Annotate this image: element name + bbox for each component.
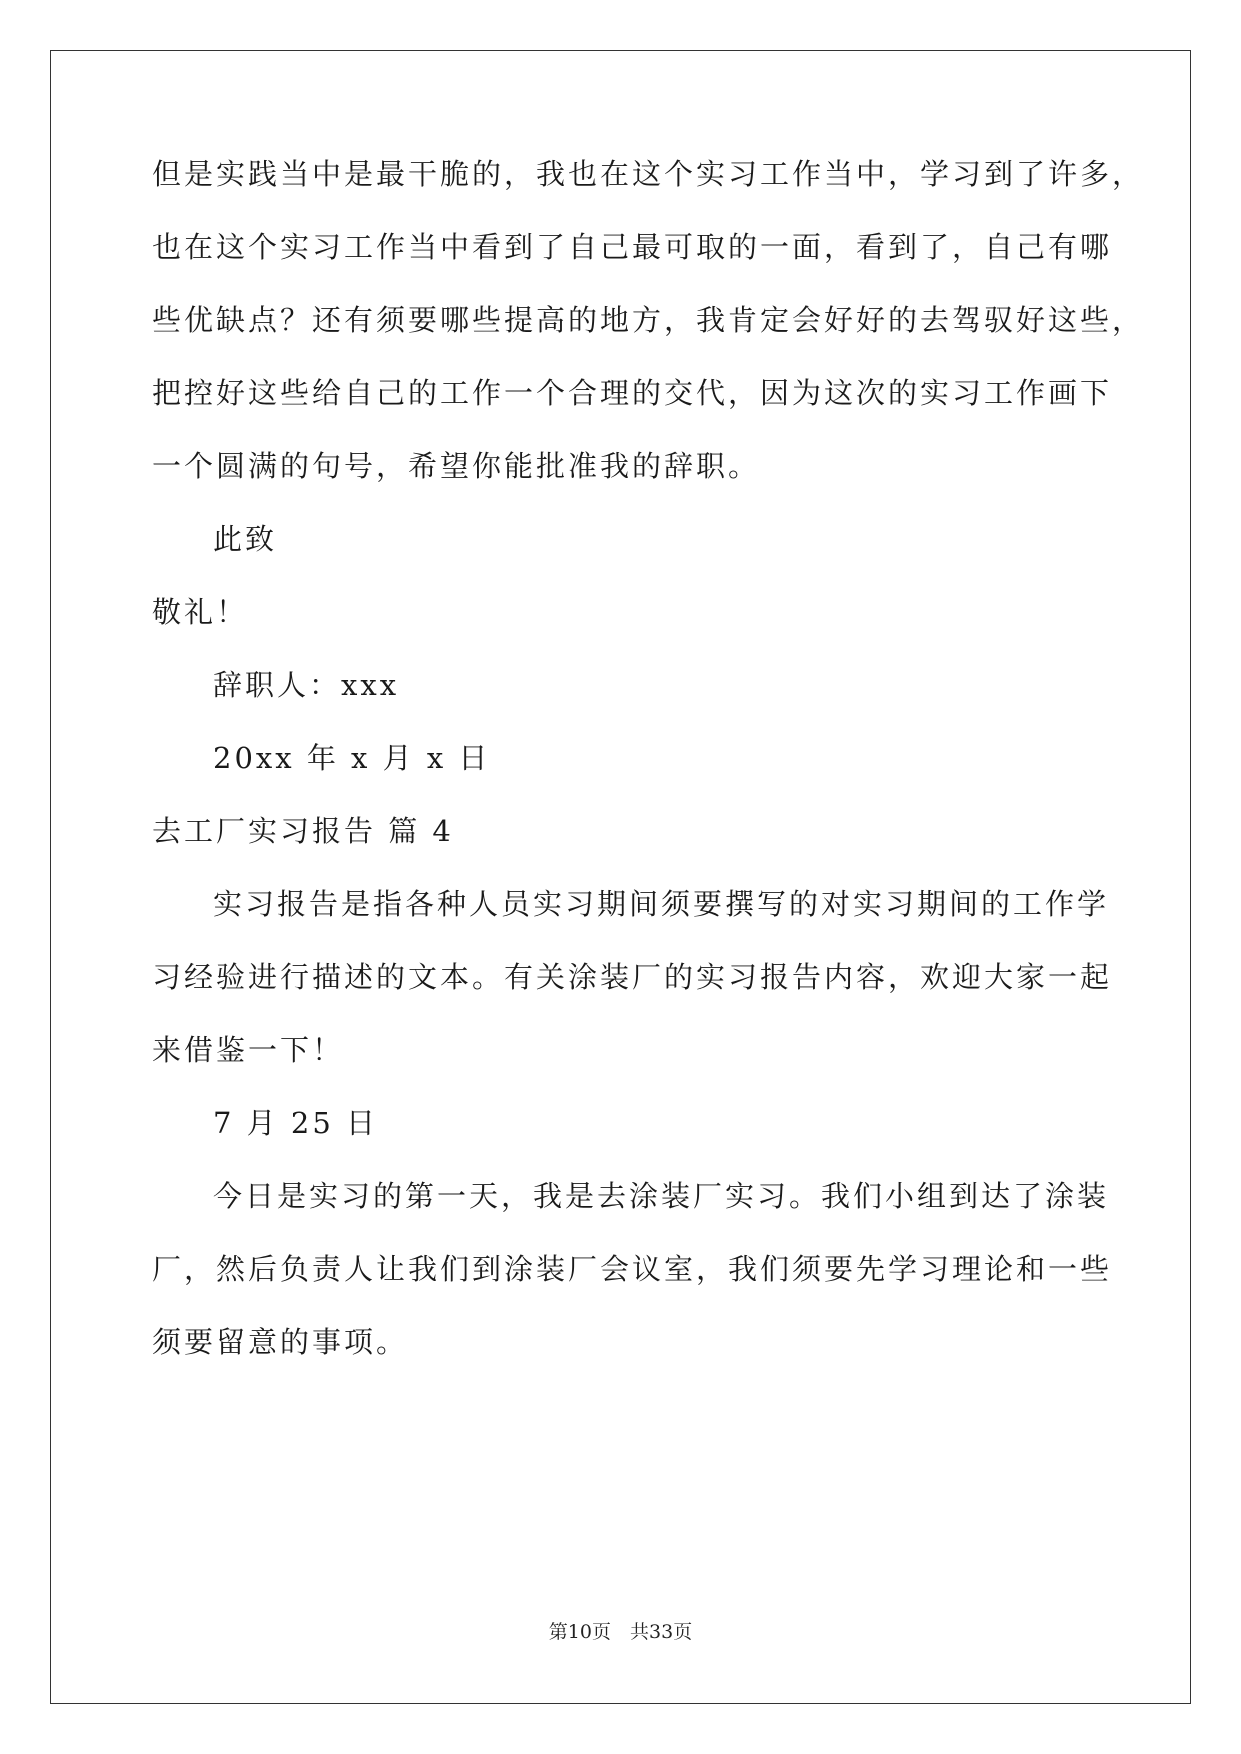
section-heading: 去工厂实习报告 篇 4 — [152, 814, 454, 848]
closing-salutation: 此致 — [213, 522, 278, 556]
text-line: 一个圆满的句号，希望你能批准我的辞职。 — [152, 449, 761, 483]
text-line: 厂，然后负责人让我们到涂装厂会议室，我们须要先学习理论和一些 — [152, 1252, 1113, 1286]
page-label-suffix: 页 — [673, 1621, 693, 1643]
text-line: 把控好这些给自己的工作一个合理的交代，因为这次的实习工作画下 — [152, 376, 1113, 410]
page-footer — [0, 1620, 1241, 1644]
text-line: 也在这个实习工作当中看到了自己最可取的一面，看到了，自己有哪 — [152, 230, 1113, 264]
text-line: 但是实践当中是最干脆的，我也在这个实习工作当中，学习到了许多， — [152, 157, 1145, 191]
page-label-mid: 页 共 — [591, 1621, 649, 1643]
date-line: 20xx 年 x 月 x 日 — [213, 741, 491, 775]
signature-line: 辞职人：xxx — [213, 668, 400, 702]
text-line: 须要留意的事项。 — [152, 1325, 409, 1359]
page-label-prefix: 第 — [548, 1621, 568, 1643]
entry-date: 7 月 25 日 — [213, 1106, 379, 1140]
text-line: 实习报告是指各种人员实习期间须要撰写的对实习期间的工作学 — [213, 887, 1110, 921]
text-line: 些优缺点？还有须要哪些提高的地方，我肯定会好好的去驾驭好这些， — [152, 303, 1145, 337]
page-total: 33 — [649, 1621, 674, 1643]
text-line: 今日是实习的第一天，我是去涂装厂实习。我们小组到达了涂装 — [213, 1179, 1110, 1213]
closing-regards: 敬礼！ — [152, 595, 249, 629]
text-line: 习经验进行描述的文本。有关涂装厂的实习报告内容，欢迎大家一起 — [152, 960, 1113, 994]
text-line: 来借鉴一下！ — [152, 1033, 345, 1067]
page-current: 10 — [567, 1621, 592, 1643]
page-frame — [50, 50, 1191, 1704]
